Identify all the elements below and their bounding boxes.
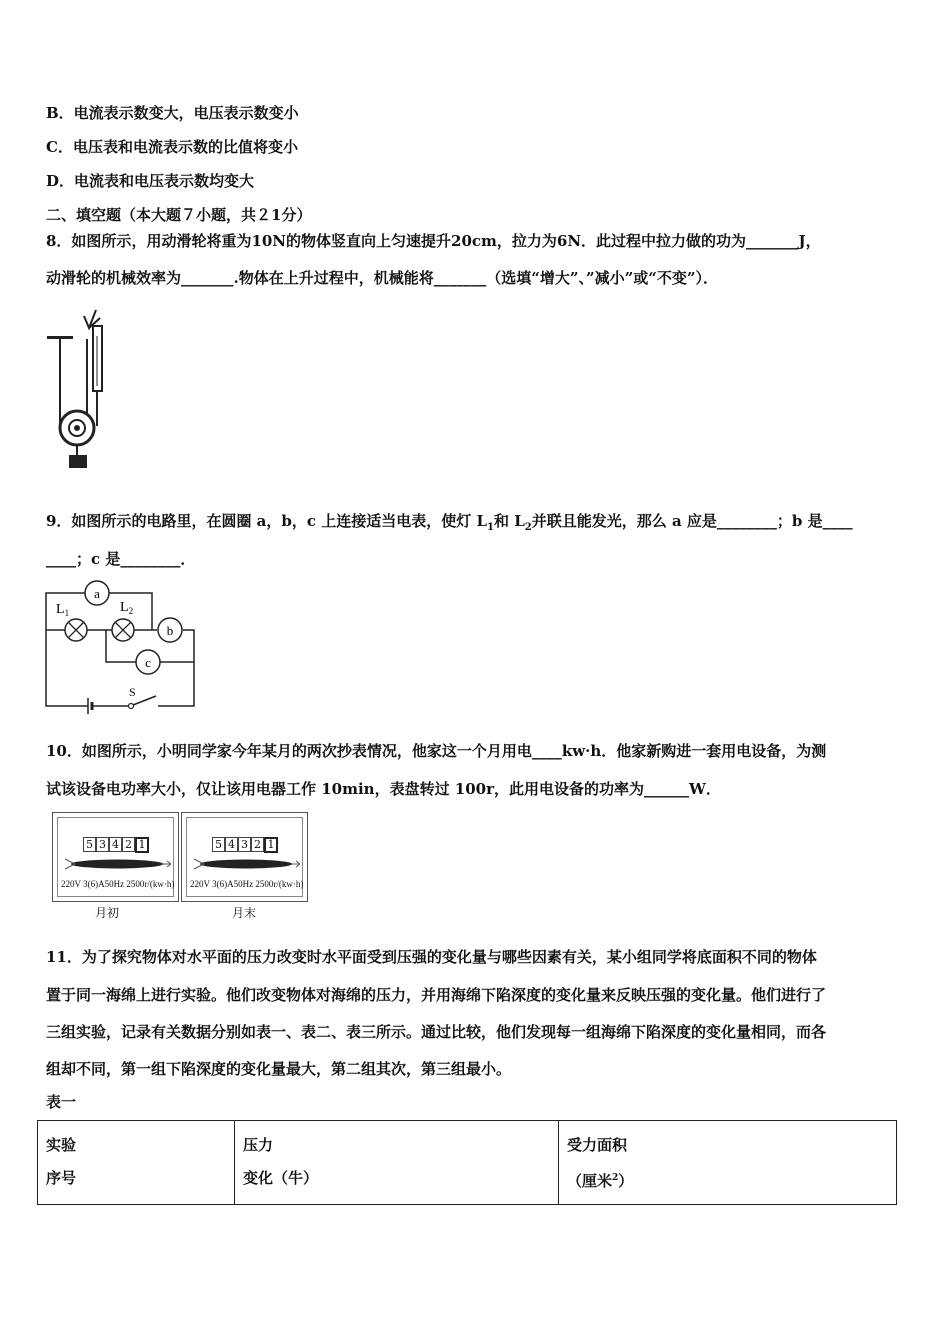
meter-start [52, 812, 179, 902]
lamp-l2-label: $L_2$ [120, 600, 134, 616]
pulley-figure [44, 306, 114, 471]
q9-line1: 9．如图所示的电路里，在圆圈 a，b，c 上连接适当电表，使灯 $L_1$和 $L_2$并联且能发光，那么 a 应是________；b 是____ [46, 512, 853, 533]
table1-header-force: 压力 变化（牛） [235, 1121, 559, 1205]
meter-end-digits: 5 4 3 2 1 [212, 837, 278, 853]
option-d: D．电流表和电压表示数均变大 [46, 172, 255, 190]
option-b: B．电流表示数变大，电压表示数变小 [46, 104, 299, 122]
meter-start-caption: 月初 [95, 906, 120, 920]
meter-start-digits: 5 3 4 2 1 [83, 837, 149, 853]
option-c: C．电压表和电流表示数的比值将变小 [46, 138, 298, 156]
q10-line2: 试该设备电功率大小，仅让该用电器工作 10min，表盘转过 100r，此用电设备的功率为______W． [46, 780, 721, 798]
q11-line2: 置于同一海绵上进行实验。他们改变物体对海绵的压力，并用海绵下陷深度的变化量来反映压强的变化量。他们进行了 [46, 986, 827, 1004]
table1 [37, 1120, 897, 1205]
meter-b-label: b [166, 623, 174, 638]
table1-header-trial: 实验 序号 [38, 1121, 235, 1205]
table1-header-area: 受力面积 （厘米$^2$） [559, 1121, 897, 1205]
lamp-l1-label: $L_1$ [56, 602, 70, 618]
circuit-diagram [40, 578, 205, 718]
q11-line3: 三组实验，记录有关数据分别如表一、表二、表三所示。通过比较，他们发现每一组海绵下陷深度的变化量相同，而各 [46, 1023, 827, 1041]
meter-end-caption: 月末 [232, 906, 257, 920]
q8-line1: 8．如图所示，用动滑轮将重为10N的物体竖直向上匀速提升20cm，拉力为6N．此过程中拉力做的功为_______J， [46, 232, 821, 250]
q9-line2: ____；c 是________． [46, 550, 196, 568]
q11-line1: 11．为了探究物体对水平面的压力改变时水平面受到压强的变化量与哪些因素有关，某小组同学将底面积不同的物体 [46, 948, 817, 966]
table1-caption: 表一 [46, 1093, 77, 1111]
switch-label: S [129, 685, 136, 699]
meter-end-spec: 220V 3(6)A50Hz 2500r/(kw·h) [190, 879, 304, 889]
section-title: 二、填空题（本大题７小题，共２1分） [46, 206, 312, 224]
meter-end [181, 812, 308, 902]
meter-a-label: a [94, 586, 100, 601]
q8-line2: 动滑轮的机械效率为_______.物体在上升过程中，机械能将_______（选填“增大”、”减小”或“不变”）． [46, 269, 718, 287]
q11-line4: 组却不同，第一组下陷深度的变化量最大，第二组其次，第三组最小。 [46, 1060, 512, 1078]
meter-start-spec: 220V 3(6)A50Hz 2500r/(kw·h) [61, 879, 175, 889]
meter-c-label: c [145, 655, 151, 670]
q10-line1: 10．如图所示，小明同学家今年某月的两次抄表情况，他家这一个月用电____kw·h．他家新购进一套用电设备，为测 [46, 742, 827, 760]
